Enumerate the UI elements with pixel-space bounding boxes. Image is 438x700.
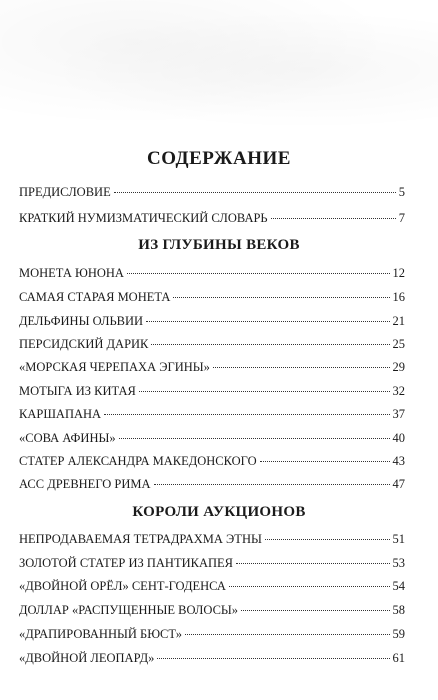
toc-entry [19, 265, 405, 281]
toc-entry-page: 5 [398, 185, 405, 199]
dot-leader [104, 414, 389, 415]
toc-entry-title: НЕПРОДАВАЕМАЯ ТЕТРАДРАХМА ЭТНЫ [19, 532, 262, 546]
toc-entry-title: ДЕЛЬФИНЫ ОЛЬВИИ [19, 314, 144, 328]
toc-entry-page: 21 [392, 314, 405, 328]
bleed-through-area [0, 0, 438, 140]
dot-leader [241, 610, 389, 611]
toc-entry-page: 54 [392, 579, 405, 593]
dot-leader [119, 438, 390, 439]
toc-entry-title: ПРЕДИСЛОВИЕ [19, 185, 111, 199]
toc-entry-title: «ДРАПИРОВАННЫЙ БЮСТ» [19, 627, 182, 641]
toc-entry [19, 430, 405, 446]
toc-entry-page: 32 [392, 384, 405, 398]
dot-leader [146, 321, 389, 322]
toc-entry [19, 210, 405, 226]
toc-entry-page: 7 [398, 211, 405, 225]
toc-entry-title: КРАТКИЙ НУМИЗМАТИЧЕСКИЙ СЛОВАРЬ [19, 211, 268, 225]
toc-entry [19, 289, 405, 305]
toc-entry-title: «ДВОЙНОЙ ЛЕОПАРД» [19, 651, 155, 665]
dot-leader [173, 297, 389, 298]
dot-leader [151, 344, 389, 345]
toc-entry-title: КАРШАПАНА [19, 407, 102, 421]
toc-entry [19, 578, 405, 594]
section-heading: ИЗ ГЛУБИНЫ ВЕКОВ [138, 237, 300, 253]
toc-entry [19, 626, 405, 642]
toc-entry-page: 16 [392, 290, 405, 304]
toc-entry-page: 58 [392, 603, 405, 617]
toc-entry-title: СТАТЕР АЛЕКСАНДРА МАКЕДОНСКОГО [19, 454, 257, 468]
toc-entry [19, 650, 405, 666]
dot-leader [185, 634, 390, 635]
toc-entry [19, 453, 405, 469]
toc-entry-page: 51 [392, 532, 405, 546]
toc-entry [19, 336, 405, 352]
toc-entry-title: АСС ДРЕВНЕГО РИМА [19, 477, 151, 491]
dot-leader [213, 367, 390, 368]
toc-entry-page: 43 [392, 454, 405, 468]
toc-entry-page: 40 [392, 431, 405, 445]
toc-entry-title: САМАЯ СТАРАЯ МОНЕТА [19, 290, 171, 304]
toc-entry-page: 25 [392, 337, 405, 351]
dot-leader [139, 391, 390, 392]
toc-entry-page: 47 [392, 477, 405, 491]
toc-entry [19, 555, 405, 571]
toc-entry [19, 602, 405, 618]
toc-entry-page: 53 [392, 556, 405, 570]
dot-leader [127, 273, 390, 274]
toc-entry [19, 476, 405, 492]
toc-entry-title: «МОРСКАЯ ЧЕРЕПАХА ЭГИНЫ» [19, 360, 210, 374]
toc-entry-title: МОТЫГА ИЗ КИТАЯ [19, 384, 136, 398]
dot-leader [114, 192, 396, 193]
dot-leader [157, 658, 389, 659]
toc-entry [19, 359, 405, 375]
toc-entry-title: «ДВОЙНОЙ ОРЁЛ» СЕНТ-ГОДЕНСА [19, 579, 226, 593]
dot-leader [265, 539, 390, 540]
toc-entry-page: 61 [392, 651, 405, 665]
toc-entry-title: ДОЛЛАР «РАСПУЩЕННЫЕ ВОЛОСЫ» [19, 603, 239, 617]
toc-entry-title: ПЕРСИДСКИЙ ДАРИК [19, 337, 149, 351]
toc-entry [19, 383, 405, 399]
toc-entry [19, 531, 405, 547]
toc-entry [19, 406, 405, 422]
dot-leader [260, 461, 390, 462]
toc-entry-page: 29 [392, 360, 405, 374]
toc-entry-page: 59 [392, 627, 405, 641]
toc-entry [19, 184, 405, 200]
dot-leader [229, 586, 390, 587]
toc-entry-title: МОНЕТА ЮНОНА [19, 266, 124, 280]
toc-entry-title: «СОВА АФИНЫ» [19, 431, 116, 445]
toc-entry-page: 37 [392, 407, 405, 421]
dot-leader [271, 218, 396, 219]
toc-entry [19, 313, 405, 329]
toc-entry-page: 12 [392, 266, 405, 280]
section-heading: КОРОЛИ АУКЦИОНОВ [132, 504, 306, 520]
toc-entry-title: ЗОЛОТОЙ СТАТЕР ИЗ ПАНТИКАПЕЯ [19, 556, 233, 570]
dot-leader [154, 484, 390, 485]
page-title: СОДЕРЖАНИЕ [147, 148, 291, 169]
dot-leader [236, 563, 390, 564]
